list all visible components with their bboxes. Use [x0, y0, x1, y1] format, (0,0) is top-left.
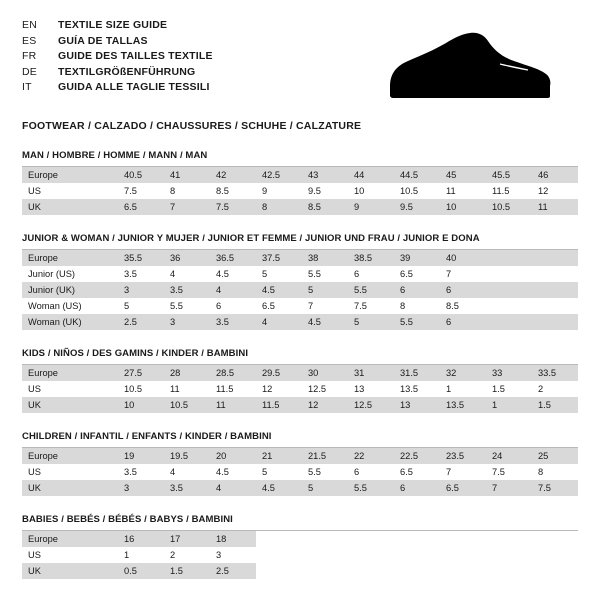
size-cell: 5.5	[348, 480, 394, 496]
size-cell: 3.5	[164, 480, 210, 496]
size-cell-empty	[532, 298, 578, 314]
size-cell: 4	[210, 480, 256, 496]
size-cell-empty	[532, 531, 578, 547]
size-cell: 44	[348, 167, 394, 183]
size-cell-empty	[532, 282, 578, 298]
language-title: TEXTILGRÖßENFÜHRUNG	[58, 65, 196, 78]
row-label: UK	[22, 563, 118, 579]
size-cell: 10.5	[164, 397, 210, 413]
size-cell: 6.5	[256, 298, 302, 314]
size-cell: 29.5	[256, 365, 302, 381]
size-cell-empty	[532, 250, 578, 266]
size-cell: 40	[440, 250, 486, 266]
size-cell: 5.5	[348, 282, 394, 298]
table-row	[22, 563, 578, 579]
table-row	[22, 480, 578, 496]
size-cell-empty	[532, 314, 578, 330]
size-cell: 27.5	[118, 365, 164, 381]
size-cell: 35.5	[118, 250, 164, 266]
size-cell: 5	[348, 314, 394, 330]
size-cell-empty	[440, 547, 486, 563]
size-cell: 45.5	[486, 167, 532, 183]
table-row	[22, 531, 578, 547]
language-row	[22, 65, 213, 81]
row-label: Europe	[22, 167, 118, 183]
document-header	[22, 18, 578, 105]
size-cell: 6	[210, 298, 256, 314]
size-cell: 10	[440, 199, 486, 215]
size-cell: 7.5	[348, 298, 394, 314]
size-cell: 6	[394, 282, 440, 298]
size-table-kids	[22, 365, 578, 413]
group-title: BABIES / BEBÉS / BÉBÉS / BABYS / BAMBINI	[22, 514, 578, 531]
size-cell: 3.5	[210, 314, 256, 330]
size-cell: 12	[302, 397, 348, 413]
size-cell: 1	[486, 397, 532, 413]
size-cell: 21	[256, 448, 302, 464]
size-cell: 13	[348, 381, 394, 397]
size-cell: 3	[210, 547, 256, 563]
size-cell: 1.5	[164, 563, 210, 579]
size-cell-empty	[256, 531, 302, 547]
size-cell-empty	[486, 547, 532, 563]
size-cell: 38	[302, 250, 348, 266]
row-label: Europe	[22, 365, 118, 381]
size-cell: 6.5	[118, 199, 164, 215]
size-cell: 11.5	[486, 183, 532, 199]
size-cell: 9	[256, 183, 302, 199]
row-label: UK	[22, 480, 118, 496]
group-title: KIDS / NIÑOS / DES GAMINS / KINDER / BAMBINI	[22, 348, 578, 365]
size-cell: 12.5	[302, 381, 348, 397]
size-cell: 1.5	[532, 397, 578, 413]
size-cell: 6.5	[440, 480, 486, 496]
size-cell: 22	[348, 448, 394, 464]
row-label: UK	[22, 199, 118, 215]
size-cell: 10.5	[394, 183, 440, 199]
size-cell: 5	[302, 480, 348, 496]
size-cell: 44.5	[394, 167, 440, 183]
size-cell: 3.5	[118, 464, 164, 480]
size-cell-empty	[348, 547, 394, 563]
size-cell: 16	[118, 531, 164, 547]
size-cell: 11	[532, 199, 578, 215]
size-cell: 6	[440, 282, 486, 298]
size-cell: 6	[348, 464, 394, 480]
group-man	[22, 150, 578, 215]
size-cell: 23.5	[440, 448, 486, 464]
row-label: US	[22, 464, 118, 480]
row-label: Europe	[22, 448, 118, 464]
size-cell: 1	[440, 381, 486, 397]
size-cell: 3.5	[164, 282, 210, 298]
row-label: Woman (UK)	[22, 314, 118, 330]
size-cell: 6.5	[394, 464, 440, 480]
size-cell: 4.5	[210, 464, 256, 480]
size-cell: 9.5	[394, 199, 440, 215]
size-cell: 6	[440, 314, 486, 330]
size-cell: 2.5	[210, 563, 256, 579]
language-code: FR	[22, 50, 37, 63]
language-code: ES	[22, 34, 37, 47]
size-cell: 31.5	[394, 365, 440, 381]
size-cell: 13.5	[394, 381, 440, 397]
size-cell: 12	[532, 183, 578, 199]
size-table-children	[22, 448, 578, 496]
size-cell: 30	[302, 365, 348, 381]
size-cell: 17	[164, 531, 210, 547]
table-row	[22, 183, 578, 199]
size-cell: 33	[486, 365, 532, 381]
size-cell: 5.5	[302, 266, 348, 282]
size-cell-empty	[486, 563, 532, 579]
table-row	[22, 199, 578, 215]
size-cell: 12.5	[348, 397, 394, 413]
size-cell: 36	[164, 250, 210, 266]
size-cell: 1	[118, 547, 164, 563]
size-cell: 19	[118, 448, 164, 464]
size-cell: 8	[164, 183, 210, 199]
row-label: US	[22, 547, 118, 563]
size-cell: 38.5	[348, 250, 394, 266]
size-cell: 37.5	[256, 250, 302, 266]
size-cell-empty	[256, 563, 302, 579]
size-cell: 1.5	[486, 381, 532, 397]
size-cell: 5	[118, 298, 164, 314]
size-cell: 42	[210, 167, 256, 183]
language-row	[22, 34, 213, 50]
size-cell-empty	[348, 563, 394, 579]
size-cell-empty	[486, 298, 532, 314]
size-cell: 11.5	[210, 381, 256, 397]
size-cell: 43	[302, 167, 348, 183]
row-label: Junior (US)	[22, 266, 118, 282]
table-row	[22, 250, 578, 266]
row-label: Europe	[22, 250, 118, 266]
size-cell-empty	[532, 547, 578, 563]
size-cell: 4	[164, 464, 210, 480]
size-cell-empty	[302, 531, 348, 547]
table-row	[22, 448, 578, 464]
dress-shoe-icon	[382, 30, 552, 105]
size-cell: 19.5	[164, 448, 210, 464]
size-cell: 32	[440, 365, 486, 381]
size-cell: 4	[164, 266, 210, 282]
size-cell: 41	[164, 167, 210, 183]
size-cell-empty	[440, 531, 486, 547]
language-code: IT	[22, 81, 32, 94]
row-label: US	[22, 381, 118, 397]
size-cell: 21.5	[302, 448, 348, 464]
size-cell: 12	[256, 381, 302, 397]
size-cell: 8	[256, 199, 302, 215]
size-cell: 8.5	[440, 298, 486, 314]
table-row	[22, 266, 578, 282]
size-cell: 2.5	[118, 314, 164, 330]
size-cell: 11	[440, 183, 486, 199]
size-cell: 9	[348, 199, 394, 215]
size-cell: 7.5	[532, 480, 578, 496]
size-cell: 5	[256, 464, 302, 480]
size-cell: 8.5	[302, 199, 348, 215]
language-title: TEXTILE SIZE GUIDE	[58, 19, 168, 31]
size-cell: 39	[394, 250, 440, 266]
size-cell-empty	[532, 563, 578, 579]
size-cell: 45	[440, 167, 486, 183]
size-cell: 4.5	[256, 282, 302, 298]
size-cell: 4.5	[302, 314, 348, 330]
table-row	[22, 282, 578, 298]
size-cell: 13.5	[440, 397, 486, 413]
table-row	[22, 381, 578, 397]
size-cell-empty	[394, 547, 440, 563]
size-cell: 42.5	[256, 167, 302, 183]
size-cell: 7	[164, 199, 210, 215]
size-cell: 5	[302, 282, 348, 298]
size-cell-empty	[394, 563, 440, 579]
size-cell: 6.5	[394, 266, 440, 282]
size-cell: 7	[440, 464, 486, 480]
size-cell: 7	[302, 298, 348, 314]
size-cell: 2	[532, 381, 578, 397]
language-titles	[22, 18, 213, 96]
size-cell: 5.5	[394, 314, 440, 330]
size-cell: 3	[164, 314, 210, 330]
size-cell: 8.5	[210, 183, 256, 199]
size-cell: 13	[394, 397, 440, 413]
size-cell: 11	[164, 381, 210, 397]
table-row	[22, 397, 578, 413]
size-cell: 5.5	[164, 298, 210, 314]
language-row	[22, 80, 213, 96]
size-cell: 7.5	[118, 183, 164, 199]
size-cell: 22.5	[394, 448, 440, 464]
language-title: GUÍA DE TALLAS	[58, 34, 148, 47]
size-cell-empty	[532, 266, 578, 282]
table-row	[22, 464, 578, 480]
size-cell-empty	[256, 547, 302, 563]
size-cell: 20	[210, 448, 256, 464]
size-cell: 7.5	[210, 199, 256, 215]
size-cell-empty	[486, 314, 532, 330]
size-cell: 25	[532, 448, 578, 464]
row-label: US	[22, 183, 118, 199]
size-cell: 46	[532, 167, 578, 183]
size-cell: 3	[118, 282, 164, 298]
language-title: GUIDE DES TAILLES TEXTILE	[58, 50, 213, 63]
table-row	[22, 314, 578, 330]
size-cell: 40.5	[118, 167, 164, 183]
size-cell: 10.5	[486, 199, 532, 215]
size-cell: 5.5	[302, 464, 348, 480]
size-cell: 11	[210, 397, 256, 413]
size-cell-empty	[486, 250, 532, 266]
size-cell-empty	[440, 563, 486, 579]
size-cell: 33.5	[532, 365, 578, 381]
language-title: GUIDA ALLE TAGLIE TESSILI	[58, 81, 210, 94]
table-row	[22, 298, 578, 314]
language-row	[22, 49, 213, 65]
size-cell: 36.5	[210, 250, 256, 266]
group-junior-woman	[22, 233, 578, 330]
size-cell: 4	[256, 314, 302, 330]
size-cell: 7.5	[486, 464, 532, 480]
category-title: FOOTWEAR / CALZADO / CHAUSSURES / SCHUHE / CALZATURE	[22, 120, 362, 132]
size-cell: 24	[486, 448, 532, 464]
size-cell-empty	[348, 531, 394, 547]
size-cell-empty	[486, 282, 532, 298]
size-cell: 28.5	[210, 365, 256, 381]
group-title: CHILDREN / INFANTIL / ENFANTS / KINDER / BAMBINI	[22, 431, 578, 448]
size-cell: 7	[440, 266, 486, 282]
size-cell: 18	[210, 531, 256, 547]
size-cell: 8	[532, 464, 578, 480]
size-cell: 4.5	[256, 480, 302, 496]
size-cell: 28	[164, 365, 210, 381]
size-cell: 11.5	[256, 397, 302, 413]
size-cell-empty	[302, 547, 348, 563]
group-title: MAN / HOMBRE / HOMME / MANN / MAN	[22, 150, 578, 167]
size-cell: 10	[348, 183, 394, 199]
group-kids	[22, 348, 578, 413]
size-cell: 10.5	[118, 381, 164, 397]
size-cell: 2	[164, 547, 210, 563]
group-babies	[22, 514, 578, 579]
row-label: Europe	[22, 531, 118, 547]
size-cell: 7	[486, 480, 532, 496]
row-label: Woman (US)	[22, 298, 118, 314]
size-cell-empty	[486, 266, 532, 282]
size-table-junior-woman	[22, 250, 578, 330]
size-cell: 9.5	[302, 183, 348, 199]
size-cell-empty	[302, 563, 348, 579]
size-cell: 6	[394, 480, 440, 496]
language-code: DE	[22, 65, 37, 78]
size-cell-empty	[394, 531, 440, 547]
group-children	[22, 431, 578, 496]
size-cell: 31	[348, 365, 394, 381]
row-label: UK	[22, 397, 118, 413]
size-cell: 0.5	[118, 563, 164, 579]
table-row	[22, 547, 578, 563]
size-cell: 4.5	[210, 266, 256, 282]
group-title: JUNIOR & WOMAN / JUNIOR Y MUJER / JUNIOR ET FEMME / JUNIOR UND FRAU / JUNIOR E DONA	[22, 233, 578, 250]
size-cell: 4	[210, 282, 256, 298]
language-row	[22, 18, 213, 34]
size-cell: 10	[118, 397, 164, 413]
size-cell: 3	[118, 480, 164, 496]
size-cell: 3.5	[118, 266, 164, 282]
table-row	[22, 167, 578, 183]
size-cell: 5	[256, 266, 302, 282]
table-row	[22, 365, 578, 381]
row-label: Junior (UK)	[22, 282, 118, 298]
size-table-babies	[22, 531, 578, 579]
size-cell: 8	[394, 298, 440, 314]
size-cell: 6	[348, 266, 394, 282]
size-table-man	[22, 167, 578, 215]
language-code: EN	[22, 19, 37, 31]
size-cell-empty	[486, 531, 532, 547]
